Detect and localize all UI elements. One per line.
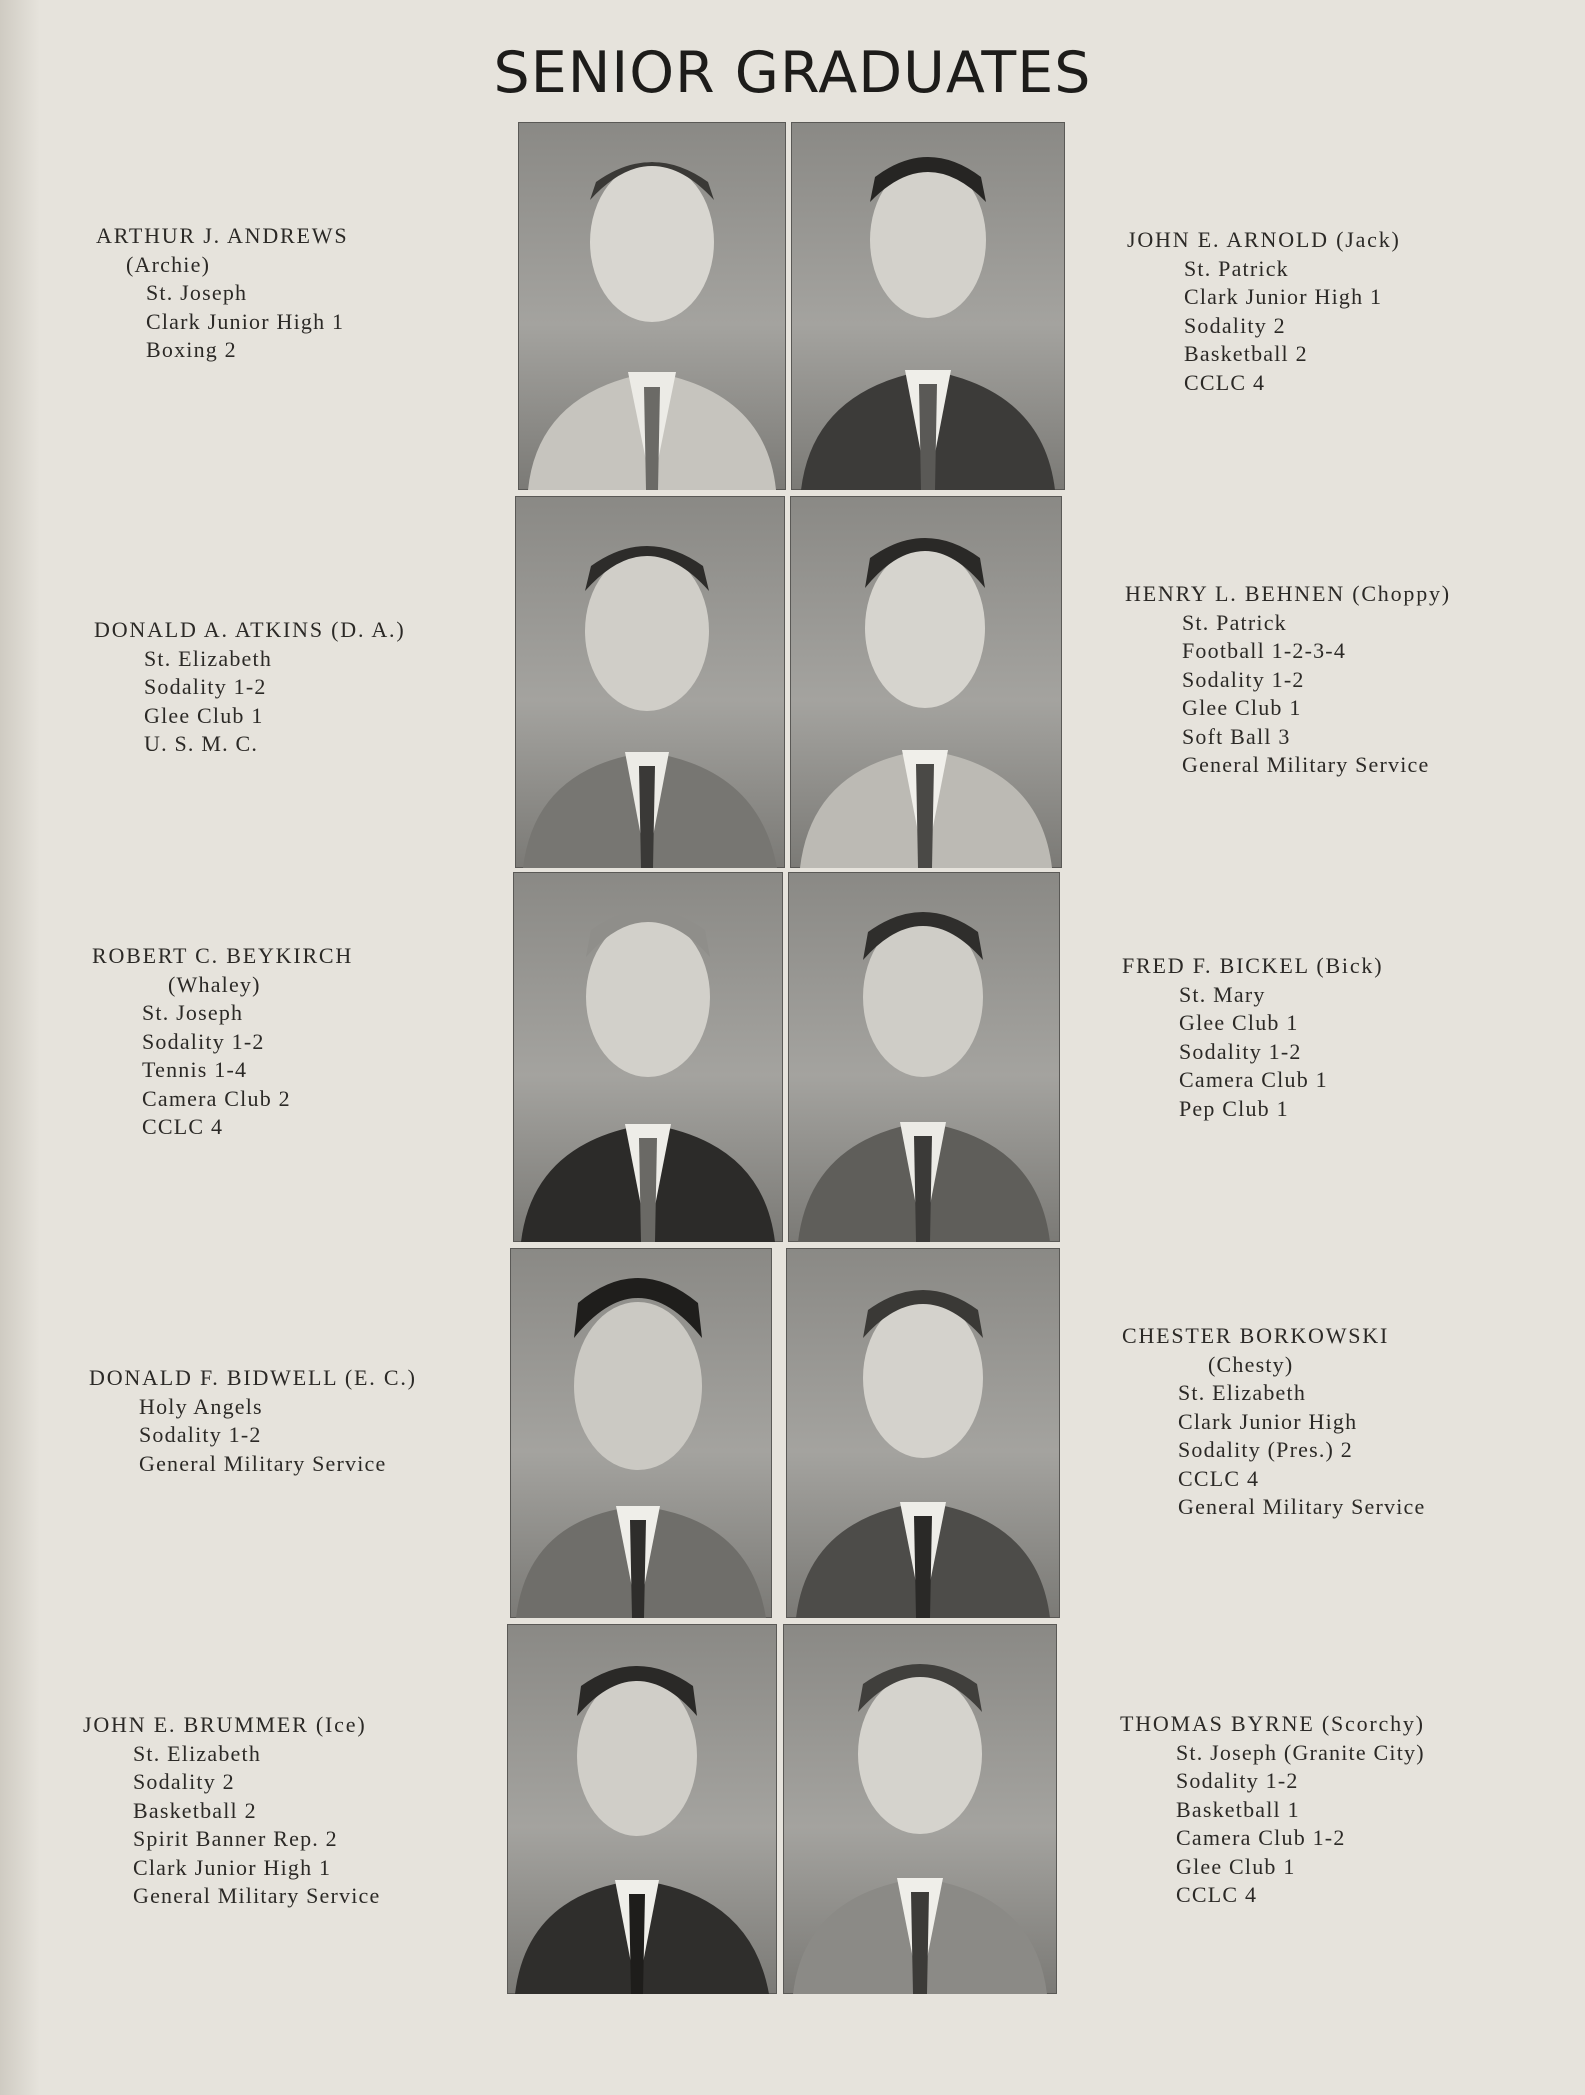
portrait-photo	[513, 872, 783, 1242]
student-bio	[1125, 580, 1451, 780]
activity-line: General Military Service	[139, 1450, 387, 1476]
portrait-photo	[786, 1248, 1060, 1618]
portrait-photo	[507, 1624, 777, 1994]
student-bio	[1122, 1322, 1426, 1522]
activity-line: Camera Club 2	[142, 1085, 291, 1111]
activity-line: St. Elizabeth	[144, 645, 273, 671]
portrait-silhouette	[786, 1248, 1060, 1618]
activity-line: Glee Club 1	[1179, 1010, 1299, 1035]
page-title: SENIOR GRADUATES	[493, 40, 1092, 107]
activity-line: Basketball 1	[1176, 1796, 1300, 1822]
student-name: CHESTER BORKOWSKI	[1122, 1323, 1390, 1348]
activity-line: Clark Junior High 1	[1184, 284, 1383, 309]
activity-line: Camera Club 1-2	[1176, 1825, 1346, 1850]
activity-line: Pep Club 1	[1179, 1095, 1289, 1121]
portrait-silhouette	[783, 1624, 1057, 1994]
activity-line: Clark Junior High 1	[146, 308, 345, 334]
activity-line: St. Joseph (Granite City)	[1176, 1739, 1425, 1765]
activity-line: Boxing 2	[146, 337, 237, 362]
portrait-silhouette	[515, 496, 785, 868]
activity-line: General Military Service	[133, 1883, 381, 1908]
student-nickname: (Whaley)	[168, 971, 261, 997]
activity-line: St. Patrick	[1184, 255, 1289, 281]
activity-line: CCLC 4	[1176, 1882, 1258, 1907]
portrait-photo	[788, 872, 1060, 1242]
activity-line: St. Elizabeth	[1178, 1380, 1307, 1405]
activity-line: Sodality 2	[1184, 312, 1286, 338]
student-name: JOHN E. ARNOLD (Jack)	[1127, 227, 1401, 252]
activity-line: Clark Junior High	[1178, 1408, 1358, 1434]
student-nickname: (Chesty)	[1208, 1351, 1294, 1377]
activity-line: Sodality 1-2	[1182, 666, 1305, 692]
portrait-photo	[515, 496, 785, 868]
portrait-photo	[518, 122, 786, 490]
student-bio	[89, 1364, 417, 1478]
activity-line: Sodality (Pres.) 2	[1178, 1437, 1353, 1462]
student-bio	[92, 942, 353, 1142]
student-bio	[94, 616, 405, 759]
activity-line: Sodality 1-2	[139, 1422, 262, 1447]
activity-line: CCLC 4	[1178, 1465, 1260, 1491]
student-bio	[83, 1711, 381, 1911]
student-bio	[96, 222, 348, 365]
student-name: DONALD F. BIDWELL (E. C.)	[89, 1365, 417, 1390]
activity-line: Glee Club 1	[144, 702, 264, 728]
portrait-silhouette	[788, 872, 1060, 1242]
portrait-photo	[791, 122, 1065, 490]
activity-line: Soft Ball 3	[1182, 723, 1291, 749]
student-name: ARTHUR J. ANDREWS	[96, 223, 349, 248]
student-name: JOHN E. BRUMMER (Ice)	[83, 1712, 367, 1737]
activity-line: St. Joseph	[142, 1000, 244, 1025]
activity-line: St. Patrick	[1182, 609, 1287, 635]
activity-line: Spirit Banner Rep. 2	[133, 1826, 338, 1851]
student-bio	[1127, 226, 1401, 397]
portrait-photo	[790, 496, 1062, 868]
student-name: ROBERT C. BEYKIRCH	[92, 943, 354, 968]
activity-line: Sodality 1-2	[142, 1028, 265, 1054]
activity-line: U. S. M. C.	[144, 731, 259, 756]
student-bio	[1122, 952, 1383, 1123]
activity-line: Sodality 2	[133, 1769, 235, 1794]
activity-line: St. Elizabeth	[133, 1740, 262, 1766]
activity-line: Sodality 1-2	[1179, 1038, 1302, 1064]
activity-line: General Military Service	[1178, 1494, 1426, 1519]
activity-line: Sodality 1-2	[1176, 1768, 1299, 1793]
activity-line: Holy Angels	[139, 1393, 263, 1419]
student-name: THOMAS BYRNE (Scorchy)	[1120, 1711, 1425, 1736]
activity-line: Clark Junior High 1	[133, 1854, 332, 1880]
portrait-photo	[783, 1624, 1057, 1994]
portrait-silhouette	[791, 122, 1065, 490]
student-name: DONALD A. ATKINS (D. A.)	[94, 617, 406, 642]
activity-line: Basketball 2	[133, 1797, 257, 1823]
activity-line: Tennis 1-4	[142, 1057, 248, 1082]
activity-line: Basketball 2	[1184, 341, 1308, 366]
activity-line: General Military Service	[1182, 752, 1430, 777]
portrait-silhouette	[518, 122, 786, 490]
portrait-silhouette	[790, 496, 1062, 868]
student-name: HENRY L. BEHNEN (Choppy)	[1125, 581, 1451, 606]
activity-line: Glee Club 1	[1176, 1853, 1296, 1879]
activity-line: CCLC 4	[142, 1114, 224, 1139]
portrait-silhouette	[510, 1248, 772, 1618]
portrait-silhouette	[513, 872, 783, 1242]
activity-line: Sodality 1-2	[144, 674, 267, 699]
activity-line: St. Mary	[1179, 981, 1266, 1007]
page-edge-shadow	[0, 0, 40, 2095]
activity-line: CCLC 4	[1184, 369, 1266, 395]
portrait-silhouette	[507, 1624, 777, 1994]
activity-line: St. Joseph	[146, 280, 248, 305]
activity-line: Football 1-2-3-4	[1182, 638, 1347, 663]
student-name: FRED F. BICKEL (Bick)	[1122, 953, 1384, 978]
student-nickname: (Archie)	[126, 251, 211, 277]
activity-line: Glee Club 1	[1182, 695, 1302, 720]
activity-line: Camera Club 1	[1179, 1067, 1328, 1092]
portrait-photo	[510, 1248, 772, 1618]
student-bio	[1120, 1710, 1425, 1910]
